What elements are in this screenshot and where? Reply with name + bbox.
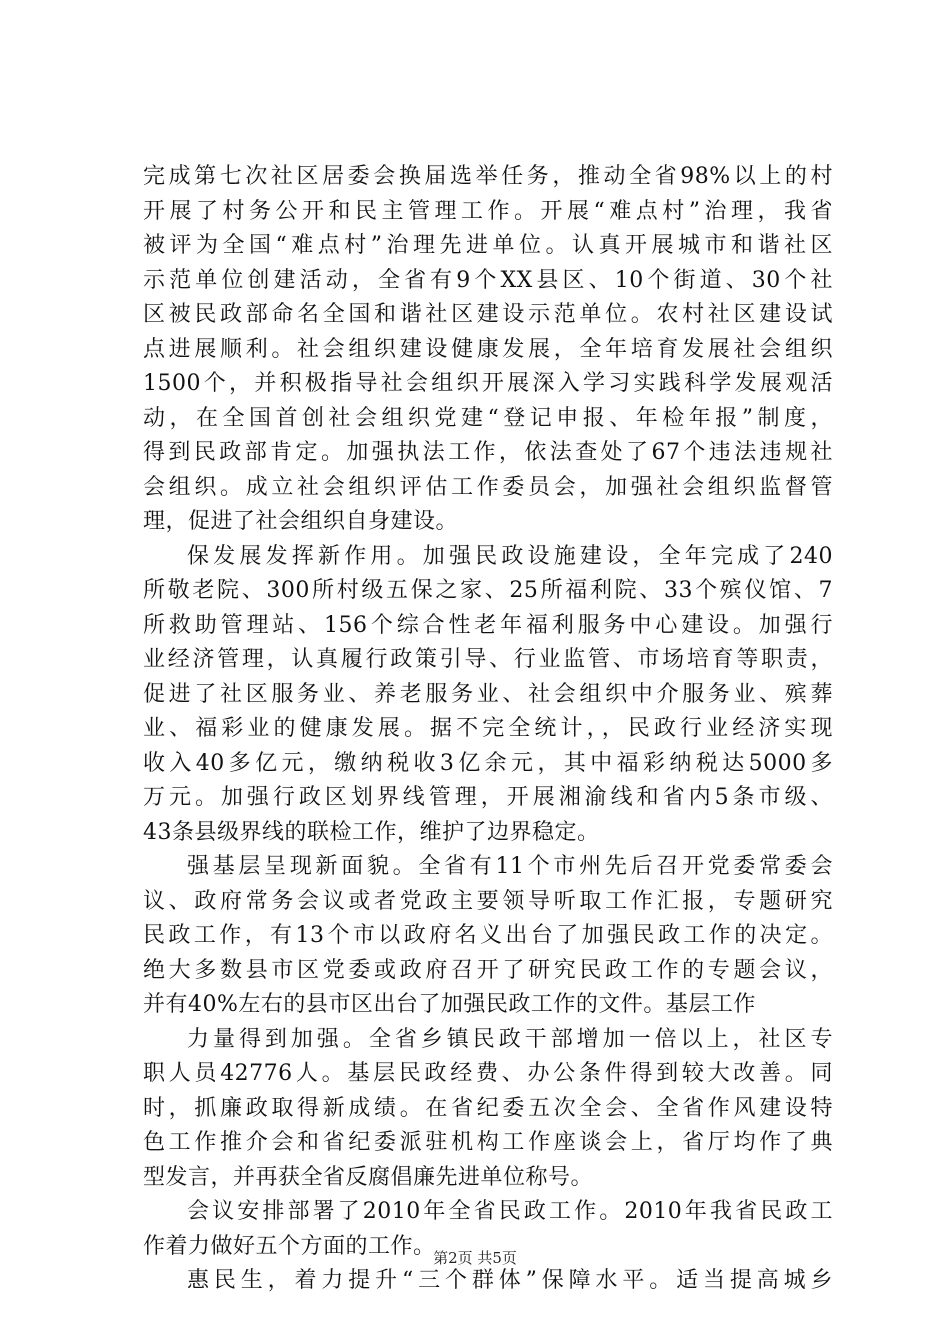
text-line: 所救助管理站、156个综合性老年福利服务中心建设。加强行 bbox=[143, 612, 833, 638]
text-line: 会议安排部署了2010年全省民政工作。2010年我省民政工 bbox=[187, 1199, 833, 1224]
text-line: 所敬老院、300所村级五保之家、25所福利院、33个殡仪馆、7 bbox=[143, 578, 833, 603]
text-line: 职人员42776人。基层民政经费、办公条件得到较大改善。同 bbox=[143, 1061, 833, 1086]
text-line: 完成第七次社区居委会换届选举任务，推动全省98%以上的村 bbox=[143, 164, 833, 189]
text-line: 业经济管理，认真履行政策引导、行业监管、市场培育等职责， bbox=[143, 647, 833, 672]
text-line: 万元。加强行政区划界线管理，开展湘渝线和省内5条市级、 bbox=[143, 785, 833, 810]
text-line: 得到民政部肯定。加强执法工作，依法查处了67个违法违规社 bbox=[143, 440, 833, 465]
text-line: 点进展顺利。社会组织建设健康发展，全年培育发展社会组织 bbox=[143, 336, 833, 362]
text-line: 色工作推介会和省纪委派驻机构工作座谈会上，省厅均作了典 bbox=[143, 1130, 833, 1155]
text-line: 被评为全国“难点村”治理先进单位。认真开展城市和谐社区 bbox=[143, 233, 833, 258]
text-line: 并有40%左右的县市区出台了加强民政工作的文件。基层工作 bbox=[143, 992, 756, 1017]
text-line: 开展了村务公开和民主管理工作。开展“难点村”治理，我省 bbox=[143, 198, 833, 224]
text-line: 43条县级界线的联检工作，维护了边界稳定。 bbox=[143, 819, 600, 845]
text-line: 惠民生，着力提升“三个群体”保障水平。适当提高城乡 bbox=[187, 1268, 833, 1293]
text-line: 收入40多亿元，缴纳税收3亿余元，其中福彩纳税达5000多 bbox=[143, 750, 833, 776]
text-line: 动，在全国首创社会组织党建“登记申报、年检年报”制度， bbox=[143, 405, 833, 431]
text-line: 议、政府常务会议或者党政主要领导听取工作汇报，专题研究 bbox=[143, 888, 833, 914]
text-line: 民政工作，有13个市以政府名义出台了加强民政工作的决定。 bbox=[143, 923, 833, 948]
text-line: 会组织。成立社会组织评估工作委员会，加强社会组织监督管 bbox=[143, 474, 833, 500]
text-line: 促进了社区服务业、养老服务业、社会组织中介服务业、殡葬 bbox=[143, 681, 833, 707]
text-line: 1500个，并积极指导社会组织开展深入学习实践科学发展观活 bbox=[143, 371, 833, 396]
text-line: 理，促进了社会组织自身建设。 bbox=[143, 509, 459, 534]
text-line: 型发言，并再获全省反腐倡廉先进单位称号。 bbox=[143, 1164, 594, 1190]
text-line: 时，抓廉政取得新成绩。在省纪委五次全会、全省作风建设特 bbox=[143, 1095, 833, 1121]
text-line: 力量得到加强。全省乡镇民政干部增加一倍以上，社区专 bbox=[187, 1026, 833, 1052]
document-body bbox=[143, 160, 833, 1299]
text-line: 业、福彩业的健康发展。据不完全统计，，民政行业经济实现 bbox=[143, 716, 833, 741]
text-line: 强基层呈现新面貌。全省有11个市州先后召开党委常委会 bbox=[187, 854, 833, 879]
text-line: 保发展发挥新作用。加强民政设施建设，全年完成了240 bbox=[187, 543, 833, 569]
text-line: 示范单位创建活动，全省有9个XX县区、10个街道、30个社 bbox=[143, 267, 833, 293]
page-footer: 第2页 共5页 bbox=[433, 1249, 517, 1267]
text-line: 区被民政部命名全国和谐社区建设示范单位。农村社区建设试 bbox=[143, 302, 833, 327]
text-line: 作着力做好五个方面的工作。 bbox=[143, 1233, 436, 1259]
text-line: 绝大多数县市区党委或政府召开了研究民政工作的专题会议， bbox=[143, 957, 833, 983]
